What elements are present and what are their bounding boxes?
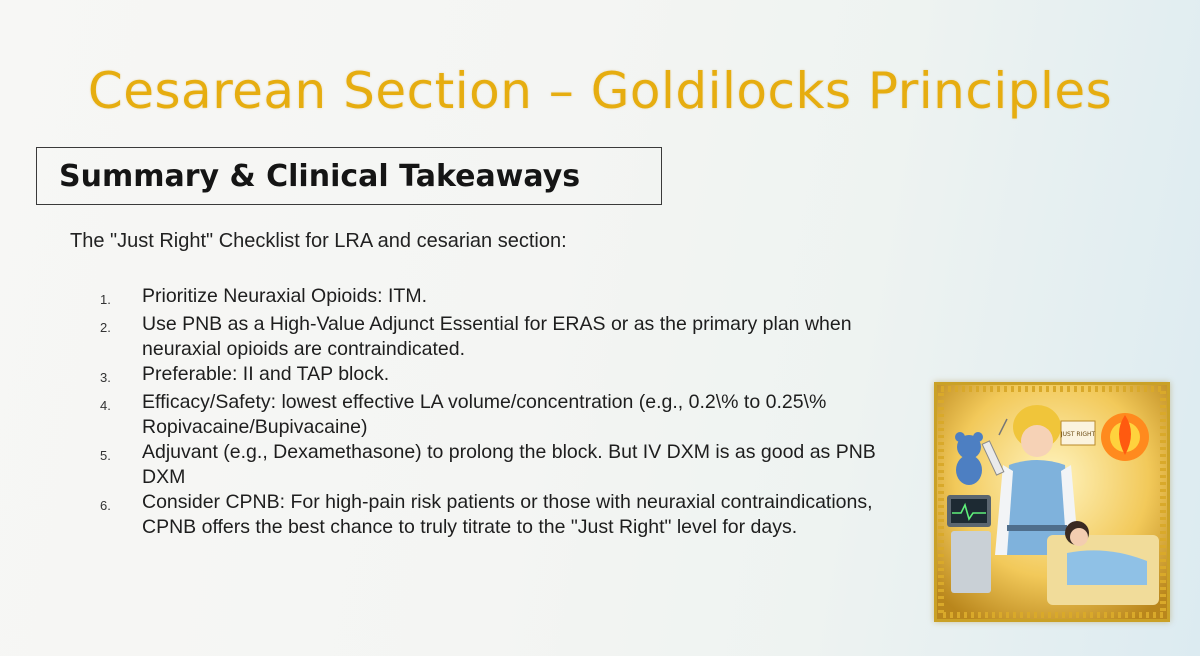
- section-heading: Summary & Clinical Takeaways: [36, 147, 662, 205]
- slide-title: Cesarean Section – Goldilocks Principles: [87, 62, 1113, 120]
- checklist-intro: The "Just Right" Checklist for LRA and cesarian section:: [70, 230, 567, 252]
- item-text: Consider CPNB: For high-pain risk patients or those with neuraxial contraindications, CPNB offers the best chance to truly titrate to the "Just Right" level for days.: [142, 491, 873, 538]
- just-right-sign: [1060, 421, 1096, 445]
- list-item: [100, 490, 900, 540]
- item-text: Use PNB as a High-Value Adjunct Essential for ERAS or as the primary plan when neuraxial opioids are contraindicated.: [142, 313, 852, 360]
- goldilocks-illustration: [934, 382, 1170, 622]
- illustration-graphic: [937, 385, 1167, 619]
- item-number: 3.: [100, 370, 111, 385]
- list-item: [100, 362, 900, 390]
- medical-monitor-icon: [947, 495, 991, 593]
- list-item: [100, 440, 900, 490]
- item-text: Adjuvant (e.g., Dexamethasone) to prolong the block. But IV DXM is as good as PNB DXM: [142, 441, 876, 488]
- item-number: 6.: [100, 498, 111, 513]
- item-number: 1.: [100, 292, 111, 307]
- list-item: [100, 390, 900, 440]
- item-text: Efficacy/Safety: lowest effective LA volume/concentration (e.g., 0.2\% to 0.25\% Ropivacaine/Bupivacaine): [142, 391, 827, 438]
- item-number: 2.: [100, 320, 111, 335]
- checklist: [100, 284, 900, 540]
- item-number: 5.: [100, 448, 111, 463]
- flame-icon: [1101, 413, 1149, 461]
- item-text: Prioritize Neuraxial Opioids: ITM.: [142, 285, 427, 307]
- item-number: 4.: [100, 398, 111, 413]
- list-item: [100, 312, 900, 362]
- list-item: [100, 284, 900, 312]
- item-text: Preferable: II and TAP block.: [142, 363, 390, 385]
- svg-text:JUST RIGHT: JUST RIGHT: [1060, 431, 1096, 438]
